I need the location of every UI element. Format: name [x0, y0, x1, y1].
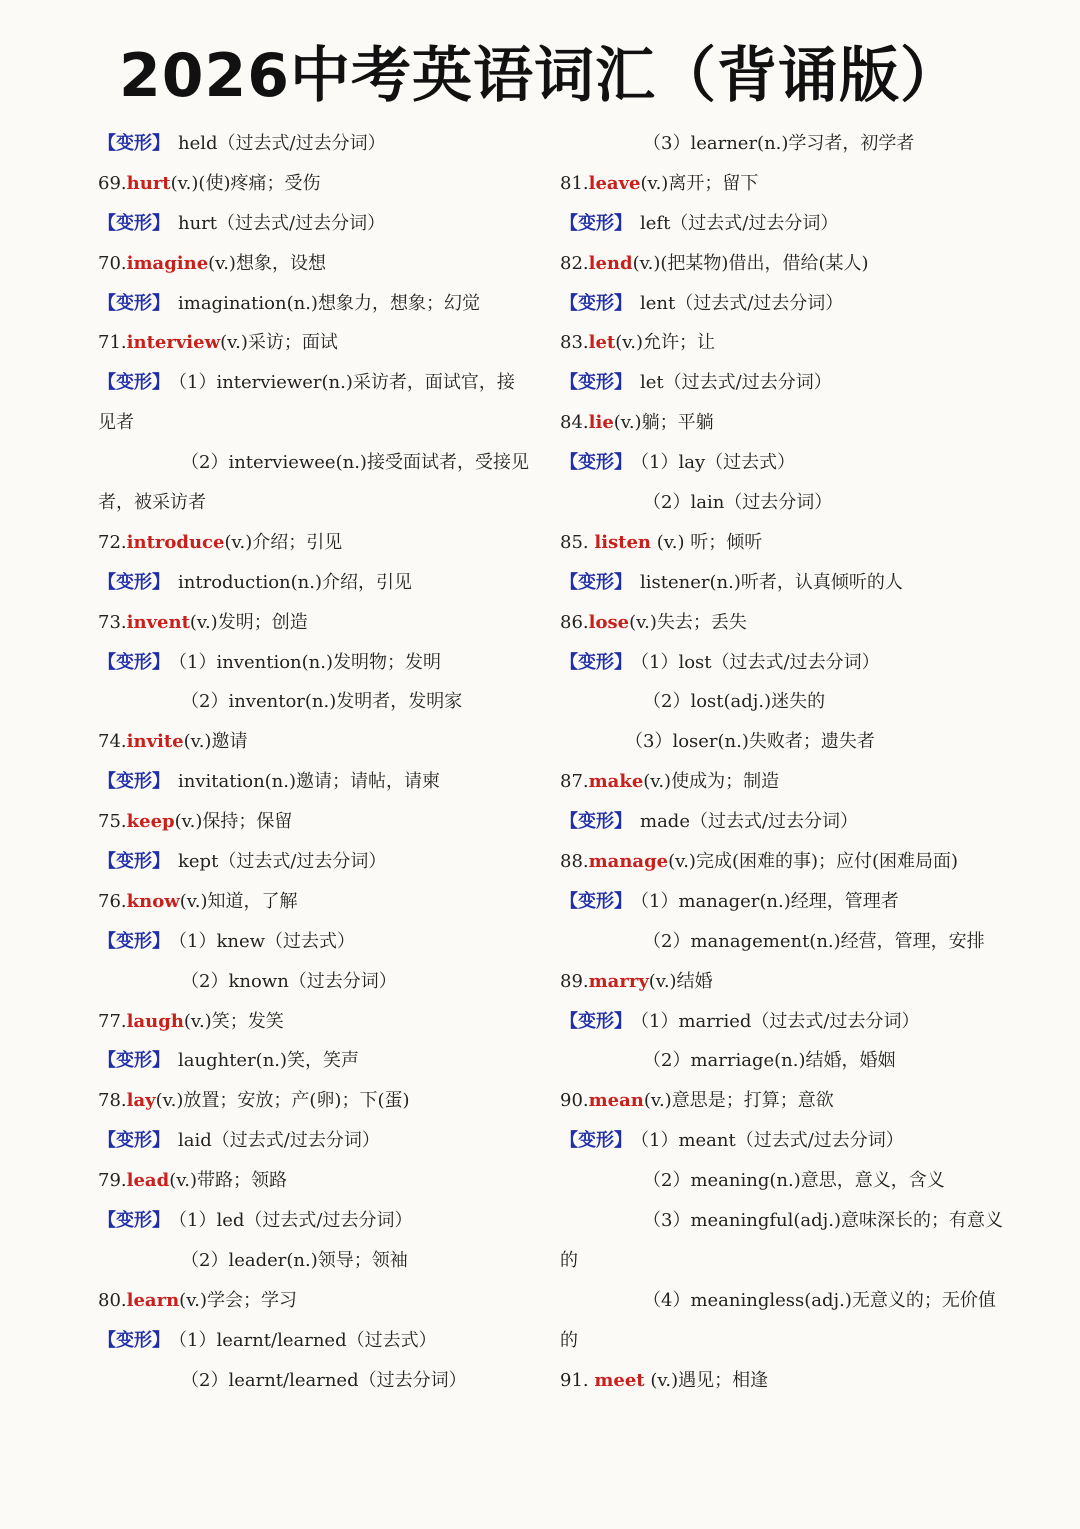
headword: meet — [594, 1369, 645, 1391]
word-form-line — [98, 762, 538, 802]
definition: (v.)允许；让 — [615, 332, 716, 354]
form-tag: 【变形】 — [560, 811, 632, 833]
word-form-line — [560, 1121, 1000, 1161]
sub-form-line — [560, 1201, 1003, 1241]
word-form-line — [98, 1201, 538, 1241]
word-form-line — [98, 842, 538, 882]
word-form-line — [560, 204, 1000, 244]
form-text: listener(n.)听者，认真倾听的人 — [640, 571, 903, 593]
line-text: （2）lost(adj.)迷失的 — [643, 691, 826, 713]
right-column — [560, 124, 1003, 1401]
word-form-line — [560, 563, 1000, 603]
word-form-line — [98, 922, 538, 962]
word-form-line — [98, 643, 538, 683]
definition: (v.)完成(困难的事)；应付(困难局面) — [668, 851, 959, 873]
form-tag: 【变形】 — [560, 1130, 632, 1152]
form-tag: 【变形】 — [560, 212, 632, 234]
vocab-entry — [98, 164, 538, 204]
definition: (v.)想象，设想 — [208, 252, 326, 274]
vocab-entry — [98, 722, 538, 762]
sub-form-line — [98, 443, 538, 483]
headword: lose — [588, 611, 630, 633]
sub-form-line — [98, 682, 538, 722]
word-form-line — [98, 563, 538, 603]
definition: (v.)使成为；制造 — [643, 771, 780, 793]
sub-form-line — [560, 1041, 1000, 1081]
form-text: （1）invention(n.)发明物；发明 — [178, 651, 441, 673]
entry-number: 84. — [560, 412, 589, 434]
vocab-entry — [98, 882, 538, 922]
continuation-line — [560, 1321, 1000, 1361]
entry-number: 77. — [98, 1010, 127, 1032]
entry-number: 72. — [98, 531, 127, 553]
form-tag: 【变形】 — [98, 133, 170, 154]
line-text: （3）learner(n.)学习者，初学者 — [643, 133, 915, 154]
entry-number: 74. — [98, 731, 127, 753]
vocab-entry — [560, 323, 1000, 363]
entry-number: 70. — [98, 252, 127, 274]
form-text: lent（过去式/过去分词） — [640, 292, 844, 314]
entry-number: 82. — [560, 252, 589, 274]
definition: (v.)发明；创造 — [189, 611, 308, 633]
entry-number: 80. — [98, 1289, 127, 1311]
entry-number: 78. — [98, 1090, 127, 1112]
form-tag: 【变形】 — [560, 1010, 632, 1032]
word-form-line — [560, 643, 1000, 683]
headword: learn — [126, 1289, 180, 1311]
headword: interview — [126, 332, 221, 354]
definition: (v.) 听；倾听 — [651, 531, 763, 553]
headword: keep — [126, 811, 175, 833]
form-tag: 【变形】 — [560, 452, 632, 474]
sub-form-line — [98, 962, 538, 1002]
headword: mean — [588, 1090, 644, 1112]
left-column — [98, 124, 538, 1401]
entry-number: 88. — [560, 851, 589, 873]
entry-number: 79. — [98, 1170, 127, 1192]
headword: hurt — [126, 172, 171, 194]
definition: (v.)意思是；打算；意欲 — [643, 1090, 834, 1112]
form-text: made（过去式/过去分词） — [640, 811, 859, 833]
form-tag: 【变形】 — [560, 651, 632, 673]
form-text: （1）manager(n.)经理，管理者 — [640, 890, 899, 912]
word-form-line — [98, 1121, 538, 1161]
definition: (v.)采访；面试 — [220, 332, 338, 354]
entry-number: 71. — [98, 332, 127, 354]
form-tag: 【变形】 — [98, 212, 170, 234]
word-form-line — [560, 284, 1000, 324]
line-text: （4）meaningless(adj.)无意义的；无价值 — [643, 1289, 996, 1311]
page-title: 2026中考英语词汇（背诵版） — [119, 41, 961, 111]
headword: lead — [126, 1170, 170, 1192]
form-tag: 【变形】 — [98, 292, 170, 314]
line-text: 见者 — [98, 412, 134, 434]
headword: lend — [588, 252, 633, 274]
sub-form-line — [560, 1281, 1000, 1321]
word-form-line — [560, 1002, 1000, 1042]
sub-form-line — [98, 1361, 538, 1401]
line-text: （3）meaningful(adj.)意味深长的；有意义 — [643, 1210, 1003, 1232]
sub-form-line — [560, 722, 1000, 762]
headword: lay — [126, 1090, 156, 1112]
line-text: 者，被采访者 — [98, 492, 206, 514]
vocab-entry — [98, 1281, 538, 1321]
sub-form-line — [560, 124, 1000, 164]
continuation-line — [98, 403, 538, 443]
vocab-entry — [560, 762, 1000, 802]
vocab-entry — [560, 244, 1000, 284]
headword: introduce — [126, 531, 225, 553]
vocab-entry — [98, 244, 538, 284]
form-text: （1）learnt/learned（过去式） — [178, 1329, 437, 1351]
definition: (v.)离开；留下 — [640, 172, 759, 194]
form-tag: 【变形】 — [98, 851, 170, 873]
line-text: （2）lain（过去分词） — [643, 492, 833, 514]
vocab-entry — [560, 962, 1000, 1002]
sub-form-line — [560, 922, 1000, 962]
headword: leave — [588, 172, 641, 194]
vocab-entry — [560, 403, 1000, 443]
entry-number: 73. — [98, 611, 127, 633]
vocab-entry — [98, 1161, 538, 1201]
definition: (v.)(使)疼痛；受伤 — [170, 172, 321, 194]
definition: (v.)邀请 — [183, 731, 248, 753]
entry-number: 76. — [98, 890, 127, 912]
headword: lie — [588, 412, 614, 434]
vocab-entry — [560, 603, 1000, 643]
form-tag: 【变形】 — [98, 372, 170, 394]
form-text: laid（过去式/过去分词） — [178, 1130, 380, 1152]
word-form-line — [98, 124, 538, 164]
headword: imagine — [126, 252, 209, 274]
vocab-entry — [560, 842, 1000, 882]
vocab-entry — [560, 1361, 1000, 1401]
word-form-line — [560, 443, 1000, 483]
line-text: （2）learnt/learned（过去分词） — [181, 1369, 467, 1391]
headword: laugh — [126, 1010, 184, 1032]
line-text: 的 — [560, 1329, 578, 1351]
continuation-line — [560, 1241, 1000, 1281]
word-form-line — [98, 1321, 538, 1361]
form-tag: 【变形】 — [560, 571, 632, 593]
sub-form-line — [560, 682, 1000, 722]
entry-number: 90. — [560, 1090, 589, 1112]
vocab-entry — [98, 603, 538, 643]
definition: (v.)知道，了解 — [179, 890, 298, 912]
headword: invent — [126, 611, 190, 633]
definition: (v.)带路；领路 — [169, 1170, 287, 1192]
form-text: （1）lost（过去式/过去分词） — [640, 651, 880, 673]
form-text: （1）led（过去式/过去分词） — [178, 1210, 413, 1232]
line-text: （2）known（过去分词） — [181, 970, 397, 992]
word-form-line — [560, 882, 1000, 922]
word-form-line — [98, 284, 538, 324]
form-tag: 【变形】 — [98, 930, 170, 952]
form-text: let（过去式/过去分词） — [640, 372, 832, 394]
sub-form-line — [98, 1241, 538, 1281]
form-text: laughter(n.)笑，笑声 — [178, 1050, 360, 1072]
line-text: （2）management(n.)经营，管理，安排 — [643, 930, 985, 952]
form-tag: 【变形】 — [98, 651, 170, 673]
form-tag: 【变形】 — [98, 1050, 170, 1072]
continuation-line — [98, 483, 538, 523]
line-text: （2）marriage(n.)结婚，婚姻 — [643, 1050, 896, 1072]
entry-number: 69. — [98, 172, 127, 194]
form-text: （1）interviewer(n.)采访者，面试官，接 — [178, 372, 515, 394]
vocab-entry — [98, 802, 538, 842]
headword: marry — [588, 970, 649, 992]
word-form-line — [560, 802, 1000, 842]
vocab-entry — [98, 523, 538, 563]
definition: (v.)放置；安放；产(卵)；下(蛋) — [155, 1090, 410, 1112]
line-text: （3）loser(n.)失败者；遗失者 — [625, 731, 875, 753]
definition: (v.)遇见；相逢 — [644, 1369, 769, 1391]
form-text: introduction(n.)介绍，引见 — [178, 571, 412, 593]
definition: (v.)介绍；引见 — [224, 531, 343, 553]
form-text: held（过去式/过去分词） — [178, 133, 386, 154]
headword: listen — [594, 531, 652, 553]
entry-number: 87. — [560, 771, 589, 793]
form-tag: 【变形】 — [560, 292, 632, 314]
entry-number: 89. — [560, 970, 589, 992]
word-form-line — [560, 363, 1000, 403]
headword: invite — [126, 731, 184, 753]
definition: (v.)笑；发笑 — [183, 1010, 284, 1032]
entry-number: 75. — [98, 811, 127, 833]
form-tag: 【变形】 — [560, 372, 632, 394]
definition: (v.)(把某物)借出，借给(某人) — [632, 252, 869, 274]
line-text: 的 — [560, 1249, 578, 1271]
sub-form-line — [560, 483, 1000, 523]
word-form-line — [98, 204, 538, 244]
form-text: （1）lay（过去式） — [640, 452, 796, 474]
form-tag: 【变形】 — [98, 1130, 170, 1152]
vocab-entry — [98, 323, 538, 363]
definition: (v.)保持；保留 — [174, 811, 293, 833]
form-tag: 【变形】 — [98, 1329, 170, 1351]
form-text: （1）knew（过去式） — [178, 930, 356, 952]
form-text: imagination(n.)想象力，想象；幻觉 — [178, 292, 480, 314]
word-form-line — [98, 1041, 538, 1081]
headword: know — [126, 890, 180, 912]
vocab-entry — [98, 1002, 538, 1042]
form-text: invitation(n.)邀请；请帖，请柬 — [178, 771, 441, 793]
line-text: （2）leader(n.)领导；领袖 — [181, 1249, 408, 1271]
vocab-entry — [560, 523, 1000, 563]
entry-number: 81. — [560, 172, 589, 194]
definition: (v.)失去；丢失 — [629, 611, 747, 633]
vocab-entry — [98, 1081, 538, 1121]
form-text: hurt（过去式/过去分词） — [178, 212, 386, 234]
form-tag: 【变形】 — [98, 771, 170, 793]
word-form-line — [98, 363, 538, 403]
entry-number: 83. — [560, 332, 589, 354]
entry-number: 91. — [560, 1369, 595, 1391]
definition: (v.)结婚 — [648, 970, 713, 992]
sub-form-line — [560, 1161, 1000, 1201]
entry-number: 85. — [560, 531, 595, 553]
line-text: （2）meaning(n.)意思，意义，含义 — [643, 1170, 945, 1192]
vocab-entry — [560, 1081, 1000, 1121]
line-text: （2）inventor(n.)发明者，发明家 — [181, 691, 463, 713]
definition: (v.)躺；平躺 — [613, 412, 714, 434]
definition: (v.)学会；学习 — [179, 1289, 297, 1311]
form-text: （1）married（过去式/过去分词） — [640, 1010, 920, 1032]
entry-number: 86. — [560, 611, 589, 633]
form-text: （1）meant（过去式/过去分词） — [640, 1130, 904, 1152]
headword: make — [588, 771, 644, 793]
form-tag: 【变形】 — [560, 890, 632, 912]
form-tag: 【变形】 — [98, 571, 170, 593]
form-tag: 【变形】 — [98, 1210, 170, 1232]
line-text: （2）interviewee(n.)接受面试者，受接见 — [181, 452, 529, 474]
vocab-entry — [560, 164, 1000, 204]
form-text: left（过去式/过去分词） — [640, 212, 839, 234]
headword: manage — [588, 851, 669, 873]
form-text: kept（过去式/过去分词） — [178, 851, 387, 873]
headword: let — [588, 332, 616, 354]
